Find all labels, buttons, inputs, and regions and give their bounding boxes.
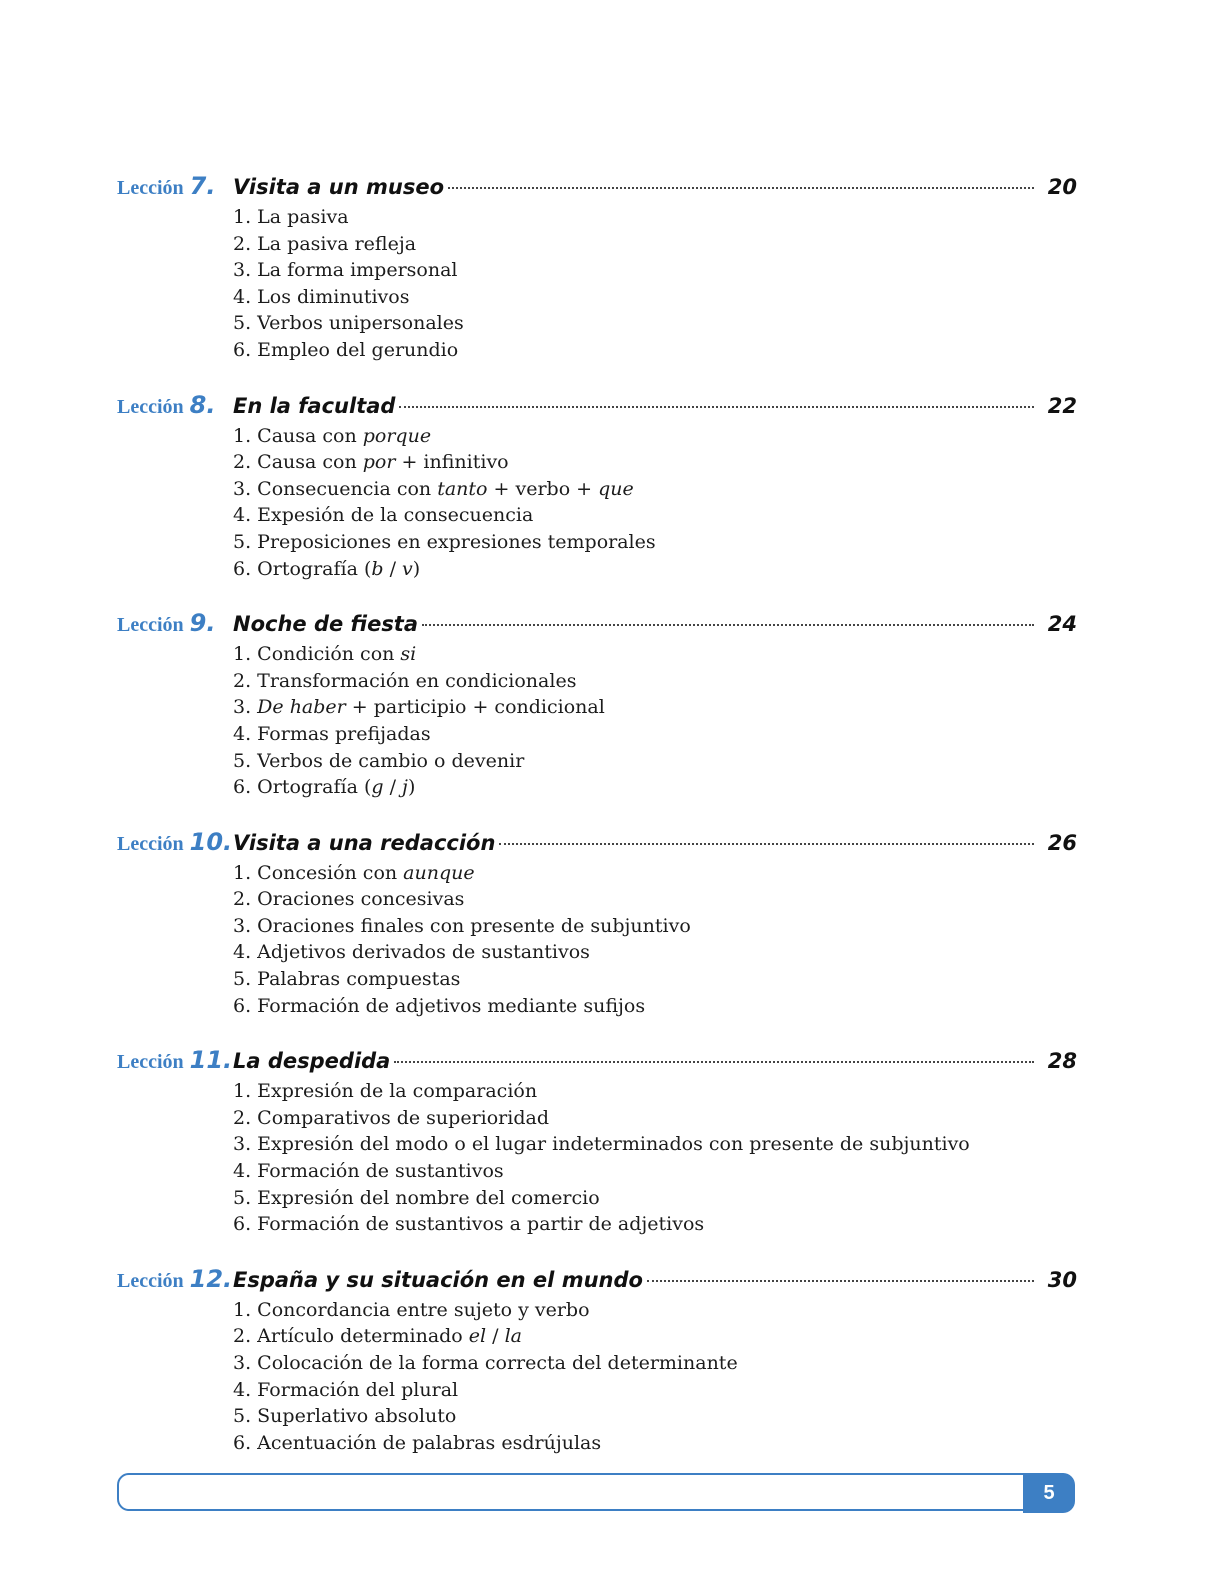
- topic-text-italic: la: [504, 1325, 523, 1348]
- lesson-entry: [117, 828, 1077, 1020]
- lesson-word: Lección: [117, 614, 184, 637]
- lesson-title: Visita a un museo: [233, 175, 444, 199]
- table-of-contents: [117, 172, 1077, 1483]
- topic-item: [233, 966, 1077, 993]
- topic-list: [117, 204, 1077, 364]
- topic-item: [233, 1211, 1077, 1238]
- topic-text: 3. Oraciones finales con presente de subjuntivo: [233, 914, 691, 937]
- topic-item: [233, 476, 1077, 503]
- topic-item: [233, 1430, 1077, 1457]
- topic-text-italic: De haber: [257, 696, 346, 719]
- topic-list: [117, 1078, 1077, 1238]
- lesson-label: [117, 172, 233, 200]
- topic-text: 5. Palabras compuestas: [233, 968, 461, 991]
- topic-item: [233, 1323, 1077, 1350]
- topic-text: 3.: [233, 696, 258, 719]
- topic-item: [233, 1158, 1077, 1185]
- topic-text: 4. Los diminutivos: [233, 285, 410, 308]
- topic-item: [233, 913, 1077, 940]
- lesson-number: 12.: [189, 1264, 233, 1293]
- topic-text: 5. Superlativo absoluto: [233, 1405, 457, 1428]
- lesson-label: [117, 1046, 233, 1074]
- topic-text-italic: el: [468, 1325, 487, 1348]
- dot-leader: [647, 1280, 1034, 1282]
- lesson-page-number: 28: [1047, 1049, 1077, 1074]
- topic-item: [233, 257, 1077, 284]
- dot-leader: [448, 187, 1034, 189]
- lesson-page-number: 20: [1047, 175, 1077, 199]
- topic-item: [233, 231, 1077, 258]
- topic-item: [233, 1185, 1077, 1212]
- topic-item: [233, 1403, 1077, 1430]
- topic-item: [233, 423, 1077, 450]
- lesson-entry: [117, 172, 1077, 364]
- lesson-number: 10.: [189, 827, 233, 856]
- topic-text: 6. Formación de adjetivos mediante sufijos: [233, 994, 646, 1017]
- topic-text: 1. La pasiva: [233, 206, 349, 228]
- topic-text: + infinitivo: [395, 451, 509, 474]
- topic-text: 1. Concesión con: [233, 861, 404, 884]
- topic-item: [233, 502, 1077, 529]
- lesson-title: España y su situación en el mundo: [233, 1267, 643, 1292]
- topic-text: 4. Adjetivos derivados de sustantivos: [233, 941, 590, 964]
- topic-text: + verbo +: [487, 477, 599, 500]
- lesson-heading[interactable]: [117, 828, 1077, 860]
- topic-item: [233, 668, 1077, 695]
- topic-item: [233, 694, 1077, 721]
- lesson-entry: [117, 1046, 1077, 1238]
- dot-leader: [399, 406, 1033, 408]
- lesson-heading[interactable]: [117, 1265, 1077, 1297]
- topic-text: 2. La pasiva refleja: [233, 232, 417, 255]
- topic-text-italic: aunque: [403, 861, 475, 884]
- topic-item: [233, 1377, 1077, 1404]
- lesson-page-number: 22: [1047, 393, 1077, 418]
- topic-item: [233, 337, 1077, 364]
- dot-leader: [394, 1061, 1033, 1063]
- topic-text-italic: que: [598, 477, 634, 500]
- lesson-number: 9.: [189, 609, 216, 638]
- topic-text: 6. Ortografía (: [233, 776, 372, 799]
- topic-text: 4. Expesión de la consecuencia: [233, 504, 534, 527]
- topic-text: 4. Formas prefijadas: [233, 722, 431, 745]
- topic-text-italic: porque: [362, 424, 432, 447]
- topic-text: 6. Acentuación de palabras esdrújulas: [233, 1431, 602, 1454]
- topic-item: [233, 939, 1077, 966]
- topic-item: [233, 310, 1077, 337]
- topic-text-italic: b: [371, 557, 384, 580]
- topic-text: + participio + condicional: [345, 696, 605, 719]
- lesson-label: [117, 391, 233, 419]
- topic-item: [233, 1078, 1077, 1105]
- topic-text: /: [486, 1325, 505, 1348]
- lesson-title: La despedida: [233, 1049, 391, 1074]
- topic-text: 1. Expresión de la comparación: [233, 1080, 538, 1103]
- lesson-title: En la facultad: [233, 393, 396, 418]
- topic-text: 1. Causa con: [233, 424, 363, 447]
- topic-list: [117, 860, 1077, 1020]
- topic-item: [233, 886, 1077, 913]
- topic-item: [233, 641, 1077, 668]
- lesson-label: [117, 609, 233, 637]
- lesson-title: Visita a una redacción: [233, 830, 496, 855]
- topic-text: 5. Verbos unipersonales: [233, 312, 464, 335]
- topic-text: ): [412, 557, 421, 580]
- lesson-entry: [117, 1265, 1077, 1457]
- topic-text-italic: tanto: [437, 477, 488, 500]
- lesson-page-number: 24: [1047, 612, 1077, 637]
- footer-bar: [117, 1473, 1073, 1511]
- topic-text: 3. La forma impersonal: [233, 259, 458, 282]
- topic-list: [117, 641, 1077, 801]
- lesson-word: Lección: [117, 1269, 184, 1292]
- topic-text: 3. Expresión del modo o el lugar indeterminados con presente de subjuntivo: [233, 1133, 970, 1156]
- topic-text: 6. Formación de sustantivos a partir de adjetivos: [233, 1213, 705, 1236]
- topic-list: [117, 423, 1077, 583]
- lesson-word: Lección: [117, 177, 184, 199]
- topic-item: [233, 1105, 1077, 1132]
- topic-item: [233, 1350, 1077, 1377]
- topic-text: 3. Consecuencia con: [233, 477, 438, 500]
- lesson-page-number: 26: [1047, 830, 1077, 855]
- page-number-tab: 5: [1023, 1473, 1075, 1513]
- topic-text: 5. Verbos de cambio o devenir: [233, 749, 525, 772]
- topic-text: /: [383, 776, 403, 799]
- topic-text-italic: por: [362, 451, 396, 474]
- topic-text: 4. Formación de sustantivos: [233, 1160, 504, 1183]
- topic-text: 5. Expresión del nombre del comercio: [233, 1186, 600, 1209]
- topic-text: 2. Causa con: [233, 451, 363, 474]
- lesson-title: Noche de fiesta: [233, 612, 419, 637]
- topic-text: 2. Oraciones concesivas: [233, 888, 465, 911]
- topic-text-italic: v: [402, 557, 413, 580]
- topic-text: 2. Transformación en condicionales: [233, 669, 577, 692]
- topic-text: 3. Colocación de la forma correcta del determinante: [233, 1352, 738, 1374]
- topic-item: [233, 204, 1077, 231]
- topic-item: [233, 1131, 1077, 1158]
- topic-item: [233, 529, 1077, 556]
- topic-text: 1. Concordancia entre sujeto y verbo: [233, 1298, 590, 1321]
- topic-text: 6. Ortografía (: [233, 557, 372, 580]
- topic-text: 5. Preposiciones en expresiones temporales: [233, 530, 656, 553]
- lesson-heading[interactable]: [117, 609, 1077, 641]
- topic-text-italic: j: [402, 776, 408, 799]
- topic-item: [233, 556, 1077, 583]
- topic-text: 1. Condición con: [233, 643, 401, 666]
- topic-item: [233, 774, 1077, 801]
- lesson-word: Lección: [117, 832, 184, 855]
- lesson-heading[interactable]: [117, 172, 1077, 204]
- lesson-entry: [117, 391, 1077, 583]
- topic-text: 2. Comparativos de superioridad: [233, 1106, 549, 1129]
- topic-item: [233, 748, 1077, 775]
- topic-text: 2. Artículo determinado: [233, 1325, 469, 1348]
- topic-item: [233, 449, 1077, 476]
- lesson-number: 8.: [189, 390, 216, 419]
- topic-text-italic: g: [371, 776, 384, 799]
- lesson-label: [117, 1265, 233, 1293]
- topic-item: [233, 1297, 1077, 1324]
- lesson-heading[interactable]: [117, 391, 1077, 423]
- dot-leader: [422, 624, 1034, 626]
- lesson-heading[interactable]: [117, 1046, 1077, 1078]
- lesson-number: 11.: [189, 1046, 233, 1075]
- lesson-number: 7.: [189, 172, 216, 200]
- topic-item: [233, 721, 1077, 748]
- lesson-word: Lección: [117, 395, 184, 418]
- lesson-page-number: 30: [1047, 1267, 1077, 1292]
- topic-item: [233, 284, 1077, 311]
- topic-list: [117, 1297, 1077, 1457]
- lesson-label: [117, 828, 233, 856]
- topic-text: ): [407, 776, 416, 799]
- topic-text: /: [383, 557, 403, 580]
- topic-text: 6. Empleo del gerundio: [233, 338, 459, 361]
- topic-text: 4. Formación del plural: [233, 1378, 459, 1401]
- topic-text-italic: si: [400, 643, 417, 666]
- lesson-entry: [117, 609, 1077, 801]
- topic-item: [233, 993, 1077, 1020]
- dot-leader: [499, 843, 1033, 845]
- topic-item: [233, 860, 1077, 887]
- lesson-word: Lección: [117, 1051, 184, 1074]
